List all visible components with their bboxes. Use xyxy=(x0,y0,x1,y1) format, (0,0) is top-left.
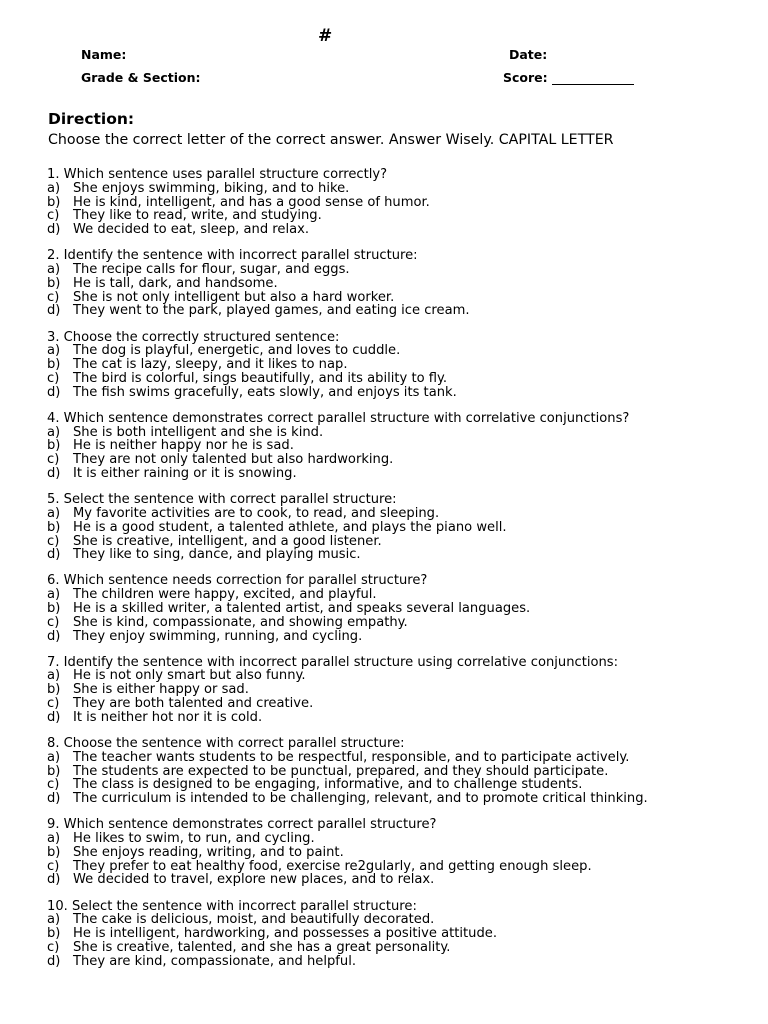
question-item xyxy=(47,737,762,806)
option-text: It is either raining or it is snowing. xyxy=(73,466,297,482)
option-text: She is creative, talented, and she has a great personality. xyxy=(73,939,451,955)
question-stem: 9. Which sentence demonstrates correct parallel structure? xyxy=(47,817,437,833)
answer-option xyxy=(47,386,762,400)
answer-option xyxy=(47,860,762,874)
question-stem: 3. Choose the correctly structured sentence: xyxy=(47,329,340,345)
answer-option xyxy=(47,263,762,277)
question-list xyxy=(47,168,762,981)
option-text: They like to sing, dance, and playing music. xyxy=(73,547,361,563)
option-text: It is neither hot nor it is cold. xyxy=(73,709,263,725)
option-letter: b) xyxy=(47,194,61,210)
answer-option xyxy=(47,955,762,969)
answer-option xyxy=(47,535,762,549)
answer-option xyxy=(47,765,762,779)
option-text: She is both intelligent and she is kind. xyxy=(73,424,324,440)
answer-option xyxy=(47,182,762,196)
direction-title: Direction: xyxy=(48,110,135,128)
option-letter: b) xyxy=(47,844,61,860)
option-letter: d) xyxy=(47,628,61,644)
question-item xyxy=(47,412,762,481)
answer-option xyxy=(47,209,762,223)
question-item xyxy=(47,818,762,887)
answer-option xyxy=(47,683,762,697)
option-letter: c) xyxy=(47,533,60,549)
option-text: He is not only smart but also funny. xyxy=(73,668,306,684)
answer-option xyxy=(47,304,762,318)
answer-option xyxy=(47,196,762,210)
answer-option xyxy=(47,439,762,453)
answer-option xyxy=(47,358,762,372)
option-text: She enjoys swimming, biking, and to hike. xyxy=(73,180,350,196)
option-letter: c) xyxy=(47,208,60,224)
option-text: We decided to eat, sleep, and relax. xyxy=(73,222,310,238)
answer-option xyxy=(47,223,762,237)
option-text: The teacher wants students to be respectful, responsible, and to participate actively. xyxy=(73,749,630,765)
answer-option xyxy=(47,669,762,683)
option-letter: d) xyxy=(47,872,61,888)
option-text: He is intelligent, hardworking, and possesses a positive attitude. xyxy=(73,926,497,942)
score-field xyxy=(503,70,634,85)
answer-option xyxy=(47,521,762,535)
answer-option xyxy=(47,792,762,806)
option-text: She is kind, compassionate, and showing empathy. xyxy=(73,614,408,630)
name-label: Name: xyxy=(81,47,127,62)
answer-option xyxy=(47,588,762,602)
option-letter: d) xyxy=(47,384,61,400)
answer-option xyxy=(47,372,762,386)
option-text: The recipe calls for flour, sugar, and eggs. xyxy=(73,262,350,278)
option-letter: d) xyxy=(47,953,61,969)
option-letter: a) xyxy=(47,180,61,196)
option-text: The cake is delicious, moist, and beautifully decorated. xyxy=(73,912,435,928)
option-letter: d) xyxy=(47,303,61,319)
option-letter: a) xyxy=(47,343,61,359)
answer-option xyxy=(47,630,762,644)
question-item xyxy=(47,900,762,969)
question-item xyxy=(47,656,762,725)
option-letter: d) xyxy=(47,466,61,482)
option-text: They went to the park, played games, and eating ice cream. xyxy=(73,303,470,319)
option-letter: b) xyxy=(47,275,61,291)
answer-option xyxy=(47,778,762,792)
option-text: They enjoy swimming, running, and cycling. xyxy=(73,628,363,644)
question-item xyxy=(47,574,762,643)
answer-option xyxy=(47,751,762,765)
answer-option xyxy=(47,697,762,711)
option-text: They are both talented and creative. xyxy=(73,696,314,712)
question-stem: 2. Identify the sentence with incorrect parallel structure: xyxy=(47,248,418,264)
option-text: He is kind, intelligent, and has a good sense of humor. xyxy=(73,194,430,210)
question-stem: 6. Which sentence needs correction for parallel structure? xyxy=(47,573,428,589)
answer-option xyxy=(47,426,762,440)
option-text: The fish swims gracefully, eats slowly, and enjoys its tank. xyxy=(73,384,457,400)
option-text: The dog is playful, energetic, and loves to cuddle. xyxy=(73,343,401,359)
question-stem: 7. Identify the sentence with incorrect parallel structure using correlative conjunctions: xyxy=(47,654,619,670)
option-letter: d) xyxy=(47,222,61,238)
option-letter: b) xyxy=(47,601,61,616)
answer-option xyxy=(47,616,762,630)
option-letter: a) xyxy=(47,505,61,521)
score-blank-line xyxy=(552,71,634,85)
option-letter: c) xyxy=(47,939,60,955)
question-item xyxy=(47,168,762,237)
option-text: He is neither happy nor he is sad. xyxy=(73,438,294,454)
option-letter: b) xyxy=(47,682,61,698)
option-text: She is creative, intelligent, and a good listener. xyxy=(73,533,382,549)
option-letter: d) xyxy=(47,791,61,807)
option-letter: b) xyxy=(47,519,61,535)
option-letter: a) xyxy=(47,831,61,847)
answer-option xyxy=(47,711,762,725)
question-stem: 4. Which sentence demonstrates correct parallel structure with correlative conjunctions? xyxy=(47,410,630,426)
option-text: They are kind, compassionate, and helpful. xyxy=(73,953,356,969)
question-stem: 1. Which sentence uses parallel structure correctly? xyxy=(47,167,388,182)
option-text: The students are expected to be punctual, prepared, and they should participate. xyxy=(73,763,609,779)
answer-option xyxy=(47,873,762,887)
question-item xyxy=(47,331,762,400)
option-letter: b) xyxy=(47,763,61,779)
option-text: He is a skilled writer, a talented artist, and speaks several languages. xyxy=(73,601,531,616)
option-text: She is not only intelligent but also a hard worker. xyxy=(73,289,395,305)
option-text: He likes to swim, to run, and cycling. xyxy=(73,831,315,847)
option-letter: b) xyxy=(47,357,61,373)
score-label: Score: xyxy=(503,70,548,85)
option-letter: d) xyxy=(47,547,61,563)
option-letter: c) xyxy=(47,858,60,874)
option-text: She is either happy or sad. xyxy=(73,682,249,698)
option-letter: c) xyxy=(47,452,60,468)
option-letter: a) xyxy=(47,424,61,440)
option-letter: a) xyxy=(47,912,61,928)
option-letter: a) xyxy=(47,668,61,684)
option-text: They like to read, write, and studying. xyxy=(73,208,322,224)
option-text: She enjoys reading, writing, and to paint. xyxy=(73,844,344,860)
date-label: Date: xyxy=(509,47,548,62)
option-letter: c) xyxy=(47,614,60,630)
question-item xyxy=(47,493,762,562)
page-number-mark: # xyxy=(318,26,333,46)
option-text: He is a good student, a talented athlete, and plays the piano well. xyxy=(73,519,507,535)
question-stem: 8. Choose the sentence with correct parallel structure: xyxy=(47,735,405,751)
answer-option xyxy=(47,344,762,358)
answer-option xyxy=(47,548,762,562)
answer-option xyxy=(47,913,762,927)
option-text: The children were happy, excited, and playful. xyxy=(73,587,377,603)
answer-option xyxy=(47,846,762,860)
option-text: We decided to travel, explore new places, and to relax. xyxy=(73,872,435,888)
option-letter: b) xyxy=(47,926,61,942)
answer-option xyxy=(47,832,762,846)
direction-instructions: Choose the correct letter of the correct answer. Answer Wisely. CAPITAL LETTER xyxy=(48,132,614,148)
answer-option xyxy=(47,291,762,305)
option-text: They prefer to eat healthy food, exercise re2gularly, and getting enough sleep. xyxy=(73,858,592,874)
option-letter: d) xyxy=(47,709,61,725)
option-letter: a) xyxy=(47,587,61,603)
answer-option xyxy=(47,277,762,291)
option-letter: c) xyxy=(47,777,60,793)
answer-option xyxy=(47,602,762,616)
answer-option xyxy=(47,467,762,481)
option-letter: a) xyxy=(47,262,61,278)
grade-section-label: Grade & Section: xyxy=(81,70,201,85)
option-text: They are not only talented but also hardworking. xyxy=(73,452,394,468)
option-text: The cat is lazy, sleepy, and it likes to nap. xyxy=(73,357,348,373)
answer-option xyxy=(47,507,762,521)
question-item xyxy=(47,249,762,318)
answer-option xyxy=(47,927,762,941)
answer-option xyxy=(47,941,762,955)
option-letter: c) xyxy=(47,696,60,712)
answer-option xyxy=(47,453,762,467)
option-text: The bird is colorful, sings beautifully, and its ability to fly. xyxy=(73,370,448,386)
option-letter: c) xyxy=(47,289,60,305)
option-text: My favorite activities are to cook, to read, and sleeping. xyxy=(73,505,440,521)
option-text: He is tall, dark, and handsome. xyxy=(73,275,278,291)
option-text: The class is designed to be engaging, informative, and to challenge students. xyxy=(73,777,583,793)
option-text: The curriculum is intended to be challenging, relevant, and to promote critical thinking. xyxy=(73,791,648,807)
question-stem: 10. Select the sentence with incorrect parallel structure: xyxy=(47,898,417,914)
option-letter: c) xyxy=(47,370,60,386)
option-letter: b) xyxy=(47,438,61,454)
option-letter: a) xyxy=(47,749,61,765)
question-stem: 5. Select the sentence with correct parallel structure: xyxy=(47,492,397,508)
